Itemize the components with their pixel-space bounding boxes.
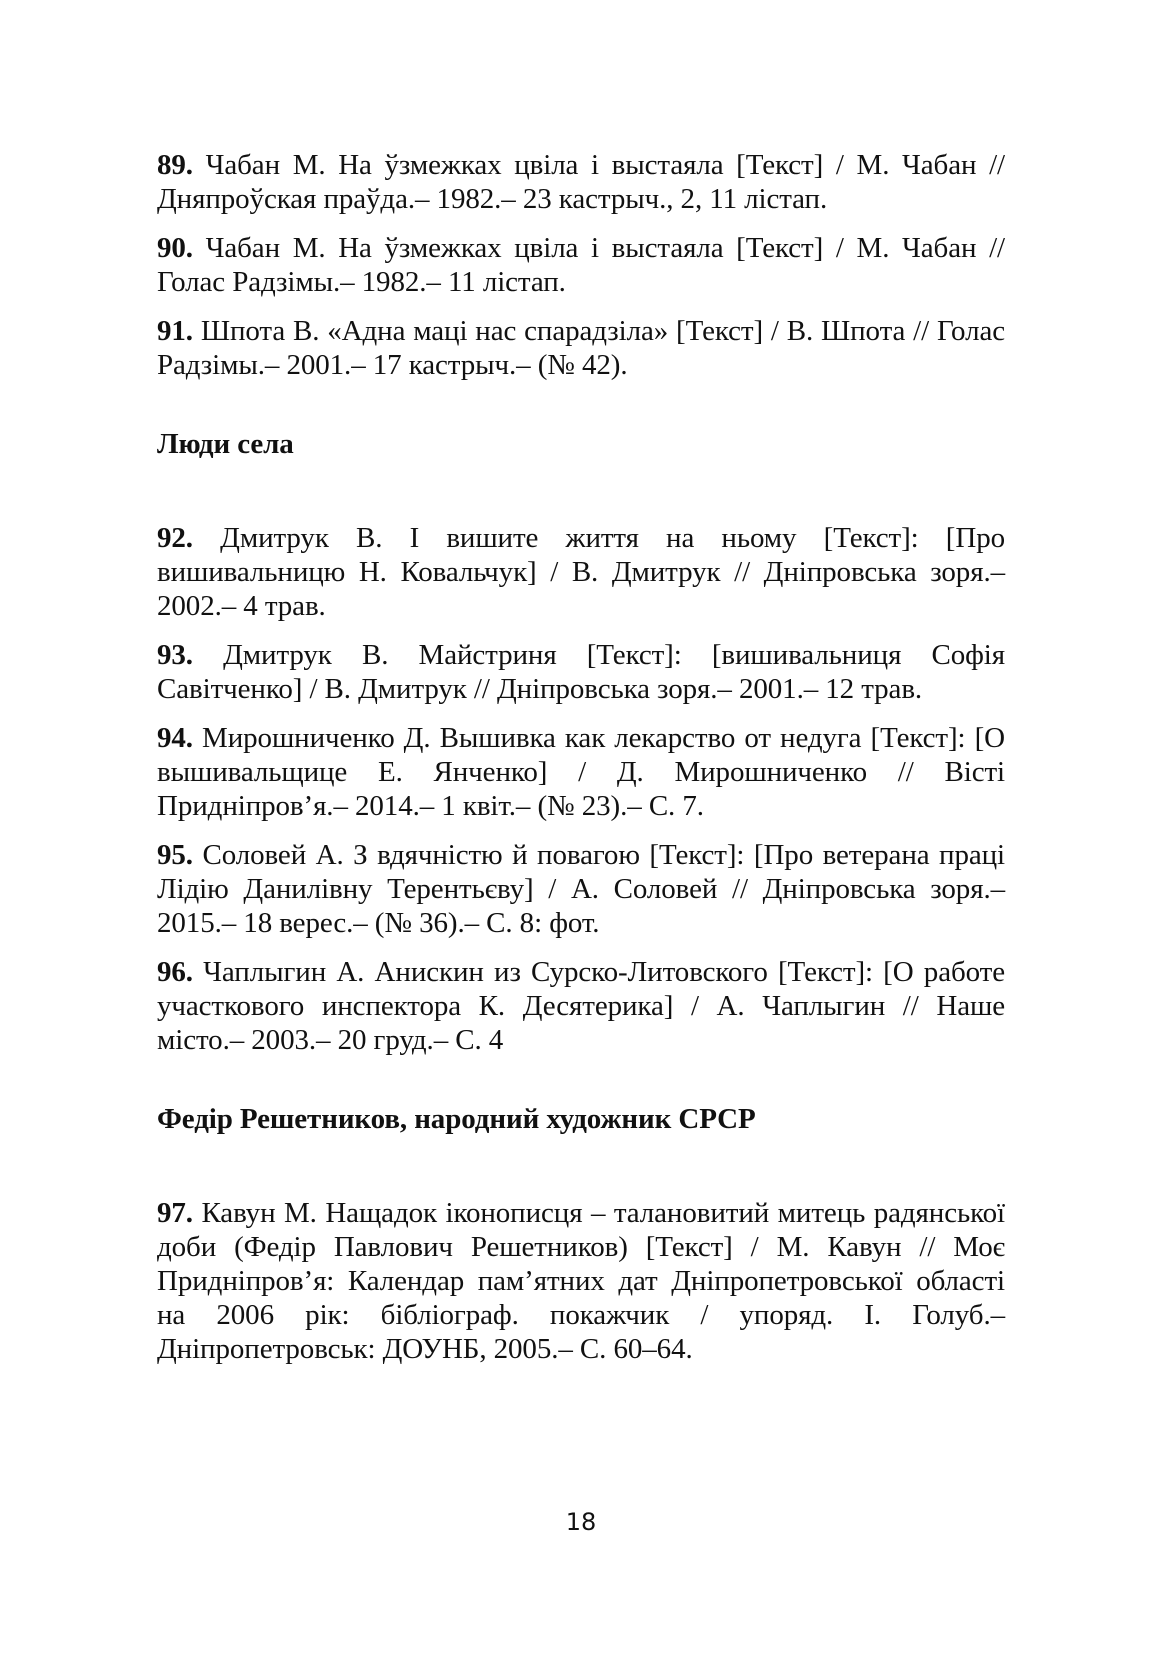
- entry-number: 94.: [157, 722, 193, 754]
- entry-number: 95.: [157, 839, 193, 871]
- entry-text: Мирошниченко Д. Вышивка как лекарство от недуга [Текст]: [О вышивальщице Е. Янченко] / Д. Мирошниченко // Вісті Придніпров’я.– 2014.– 1 квіт.– (№ 23).– С. 7.: [157, 722, 1005, 822]
- entry-number: 89.: [157, 149, 193, 181]
- entry-number: 97.: [157, 1197, 193, 1229]
- entry-text: Шпота В. «Адна маці нас спарадзіла» [Текст] / В. Шпота // Голас Радзімы.– 2001.– 17 кастрыч.– (№ 42).: [157, 315, 1005, 381]
- entry-text: Чаплыгин А. Анискин из Сурско-Литовского [Текст]: [О работе участкового инспектора К. Десятерика] / А. Чаплыгин // Наше місто.– 2003.– 20 груд.– С. 4: [157, 956, 1005, 1056]
- bibliography-entry: [157, 838, 1005, 940]
- section-heading: Люди села: [157, 428, 294, 460]
- bibliography-entry: [157, 1196, 1005, 1366]
- entry-text: Дмитрук В. І вишите життя на ньому [Текст]: [Про вишивальницю Н. Ковальчук] / В. Дмитрук // Дніпровська зоря.– 2002.– 4 трав.: [157, 522, 1005, 622]
- page-content: [157, 148, 1005, 1381]
- bibliography-entry: [157, 721, 1005, 823]
- bibliography-entry: [157, 955, 1005, 1057]
- entry-number: 96.: [157, 956, 193, 988]
- bibliography-entry: [157, 314, 1005, 382]
- entry-number: 91.: [157, 315, 193, 347]
- page-number: 18: [565, 1508, 597, 1536]
- bibliography-entry: [157, 638, 1005, 706]
- entry-text: Чабан М. На ўзмежках цвіла і выстаяла [Текст] / М. Чабан // Дняпроўская праўда.– 1982.– 23 кастрыч., 2, 11 лістап.: [157, 149, 1005, 215]
- bibliography-entry: [157, 521, 1005, 623]
- bibliography-entry: [157, 231, 1005, 299]
- entry-number: 92.: [157, 522, 193, 554]
- entry-text: Дмитрук В. Майстриня [Текст]: [вишивальниця Софія Савітченко] / В. Дмитрук // Дніпровська зоря.– 2001.– 12 трав.: [157, 639, 1005, 705]
- entry-text: Чабан М. На ўзмежках цвіла і выстаяла [Текст] / М. Чабан // Голас Радзімы.– 1982.– 11 лістап.: [157, 232, 1005, 298]
- entry-text: Соловей А. З вдячністю й повагою [Текст]: [Про ветерана праці Лідію Данилівну Терентьєву] / А. Соловей // Дніпровська зоря.– 2015.– 18 верес.– (№ 36).– С. 8: фот.: [157, 839, 1005, 939]
- section-heading: Федір Решетников, народний художник СРСР: [157, 1103, 756, 1135]
- entry-number: 93.: [157, 639, 193, 671]
- entry-text: Кавун М. Нащадок іконописця – талановитий митець радянської доби (Федір Павлович Решетников) [Текст] / М. Кавун // Моє Придніпров’я: Календар пам’ятних дат Дніпропетровської області на 2006 рік: бібліограф. покажчик / упоряд. І. Голуб.– Дніпропетровськ: ДОУНБ, 2005.– С. 60–64.: [157, 1197, 1005, 1365]
- bibliography-entry: [157, 148, 1005, 216]
- entry-number: 90.: [157, 232, 193, 264]
